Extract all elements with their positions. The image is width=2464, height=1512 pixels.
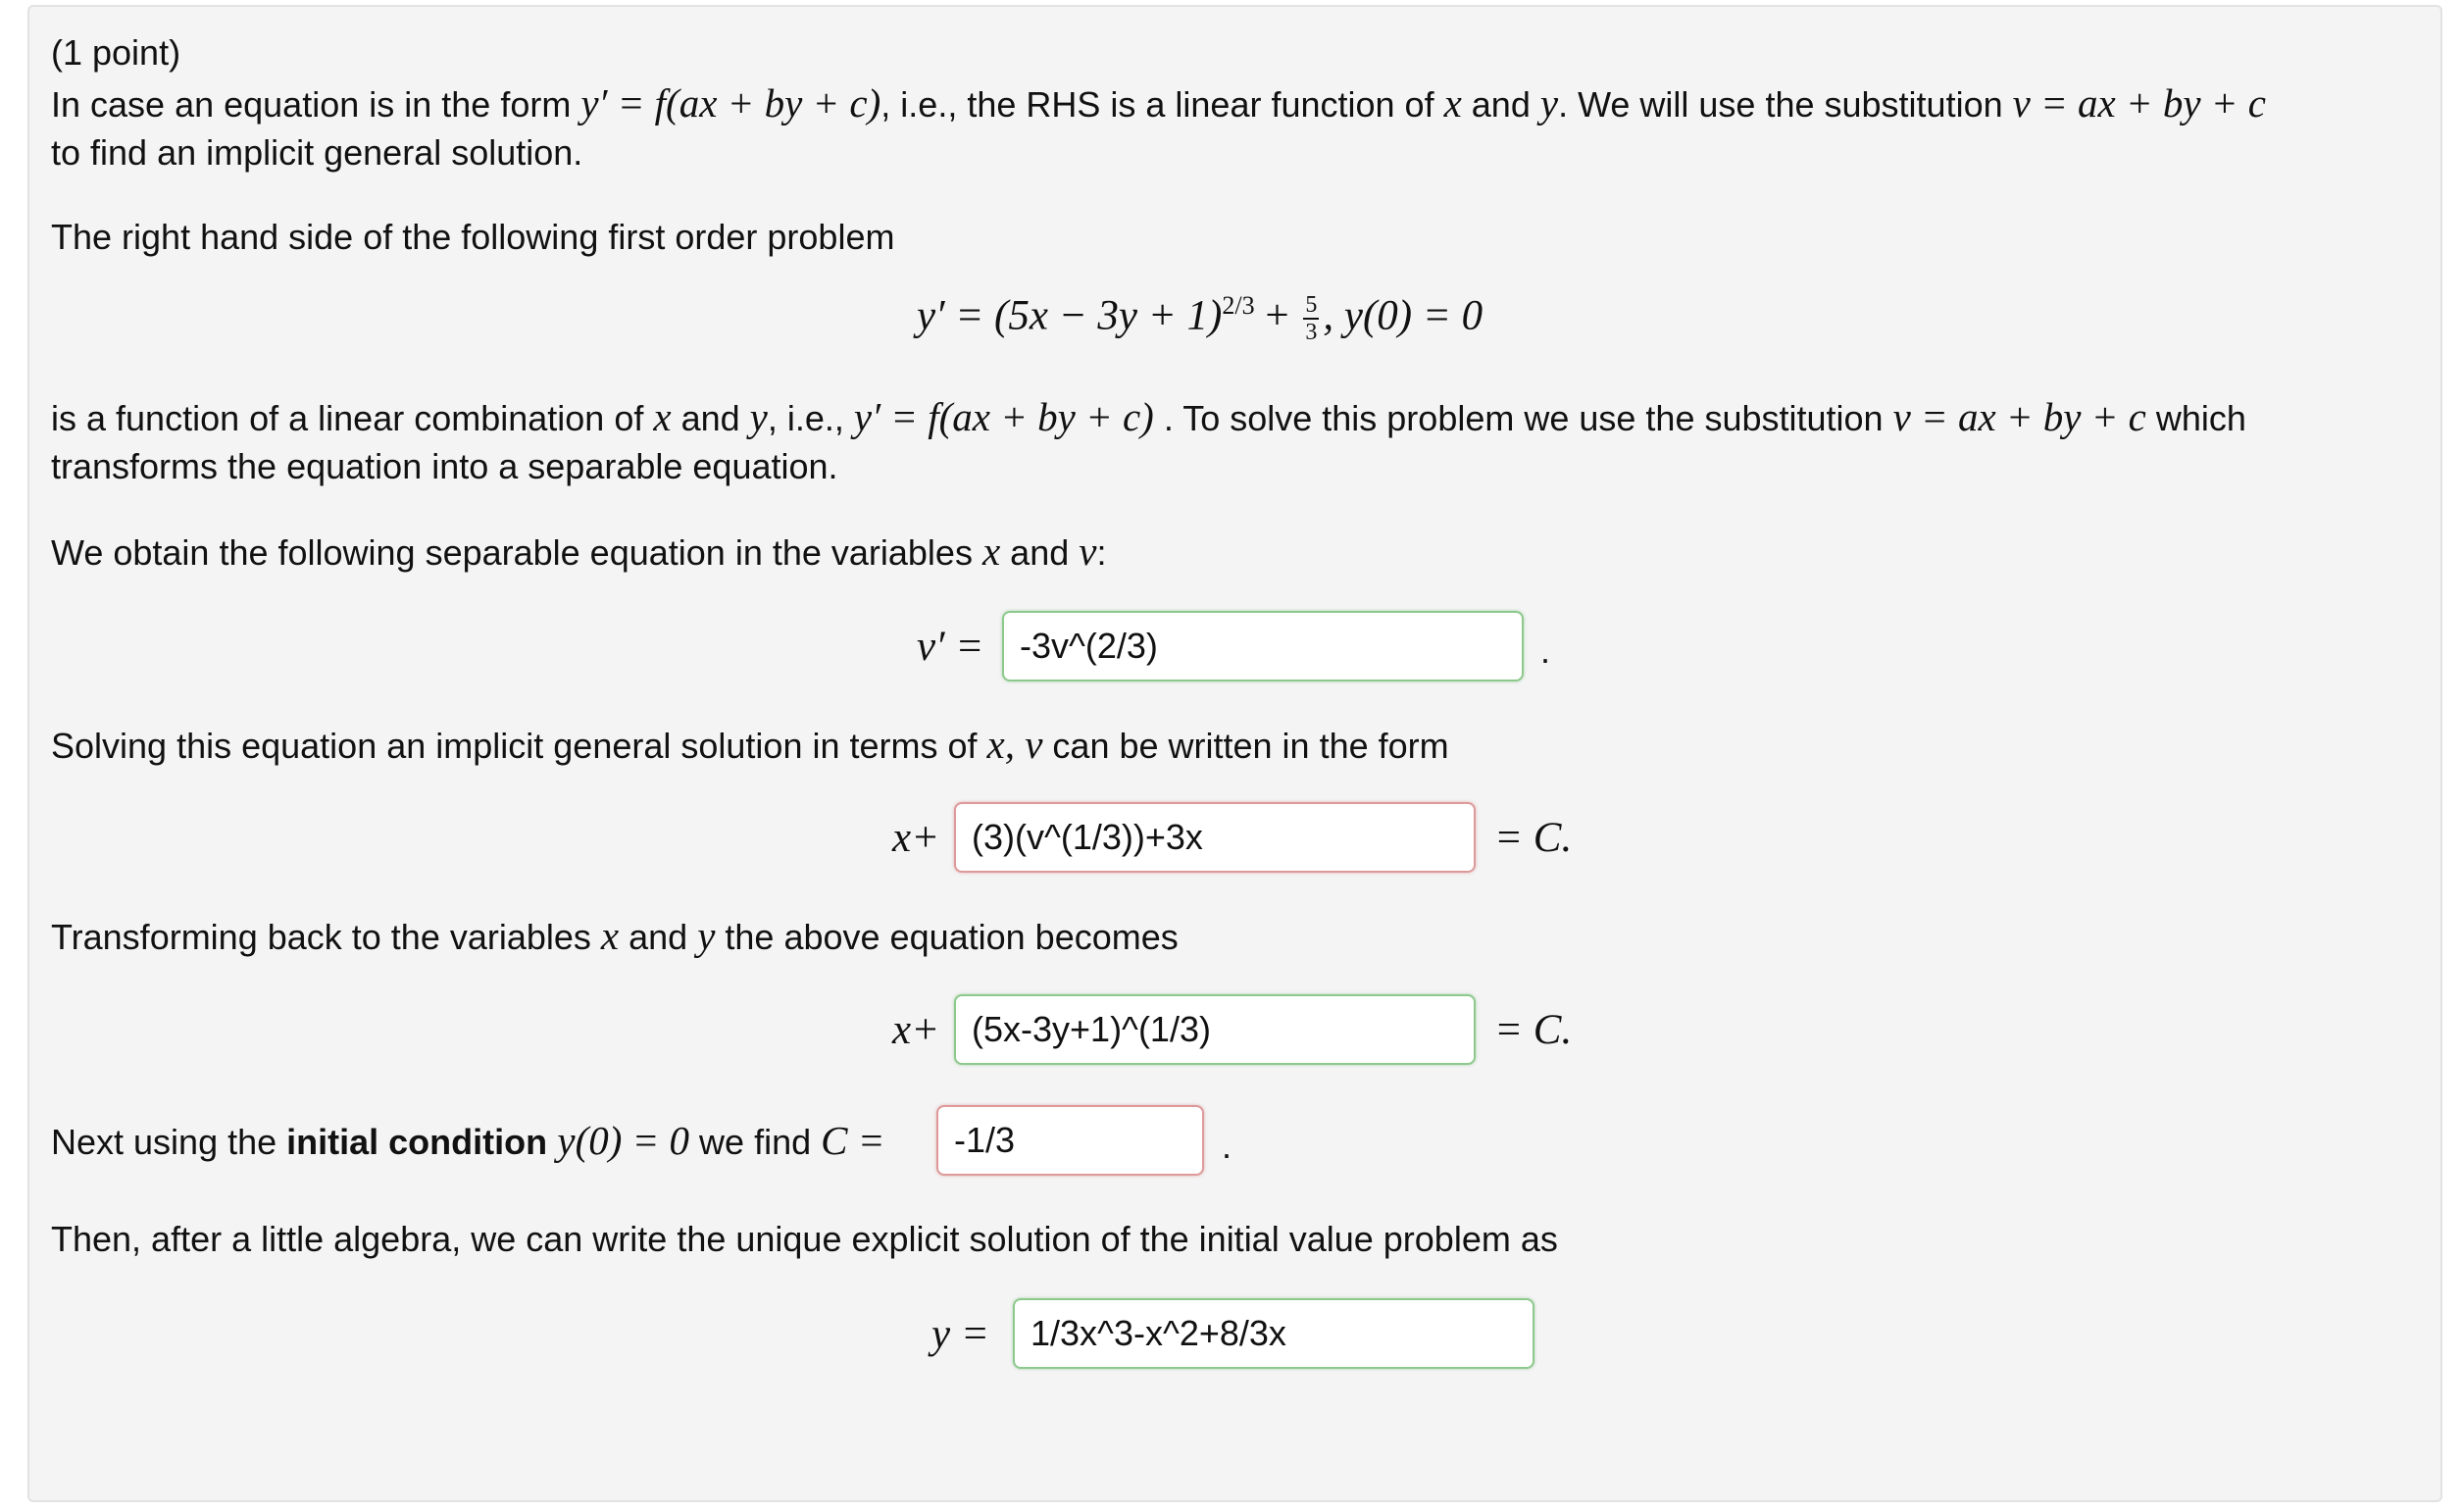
- intro-line-1: In case an equation is in the form y′ = f(ax + by + c), i.e., the RHS is a linear function of x and y. We will use the substitution v = ax + by + c: [51, 80, 2266, 126]
- transform-text: Transforming back to the variables x and y the above equation becomes: [51, 913, 1179, 958]
- explicit-answer-input[interactable]: [1013, 1298, 1534, 1369]
- implicit-xy-answer-input[interactable]: [954, 994, 1476, 1065]
- problem-panel: [27, 5, 2442, 1502]
- implicit-xv-label: x+: [892, 815, 940, 861]
- vprime-period: .: [1540, 630, 1551, 671]
- linear-line-2: transforms the equation into a separable equation.: [51, 446, 838, 486]
- solving-text: Solving this equation an implicit general solution in terms of x, v can be written in the form: [51, 722, 1449, 767]
- ode-equation: $y' = (5x - 3y + 1)^{2/3}$ + $\frac{5}{3}$ , y(0) = 0: [917, 291, 1483, 346]
- initial-condition-text: Next using the initial condition y(0) = 0 we find C =: [51, 1118, 885, 1163]
- rhs-text: The right hand side of the following first order problem: [51, 217, 895, 257]
- vprime-label: v′ =: [917, 624, 984, 670]
- explicit-y-label: y =: [931, 1311, 989, 1357]
- intro-line-2: to find an implicit general solution.: [51, 132, 583, 173]
- separable-text: We obtain the following separable equation in the variables x and v:: [51, 529, 1107, 574]
- implicit-xy-label: x+: [892, 1007, 940, 1053]
- c-answer-input[interactable]: [936, 1105, 1204, 1176]
- linear-line-1: is a function of a linear combination of x and y, i.e., y′ = f(ax + by + c) . To solve this problem we use the substitution v = ax + by + c which: [51, 394, 2246, 439]
- implicit-xv-equals-c: = C.: [1494, 815, 1573, 861]
- points-label: (1 point): [51, 32, 181, 73]
- implicit-xy-equals-c: = C.: [1494, 1007, 1573, 1053]
- vprime-answer-input[interactable]: [1002, 611, 1524, 681]
- explicit-text: Then, after a little algebra, we can write the unique explicit solution of the initial value problem as: [51, 1219, 1558, 1259]
- c-period: .: [1222, 1126, 1232, 1166]
- implicit-xv-answer-input[interactable]: [954, 802, 1476, 873]
